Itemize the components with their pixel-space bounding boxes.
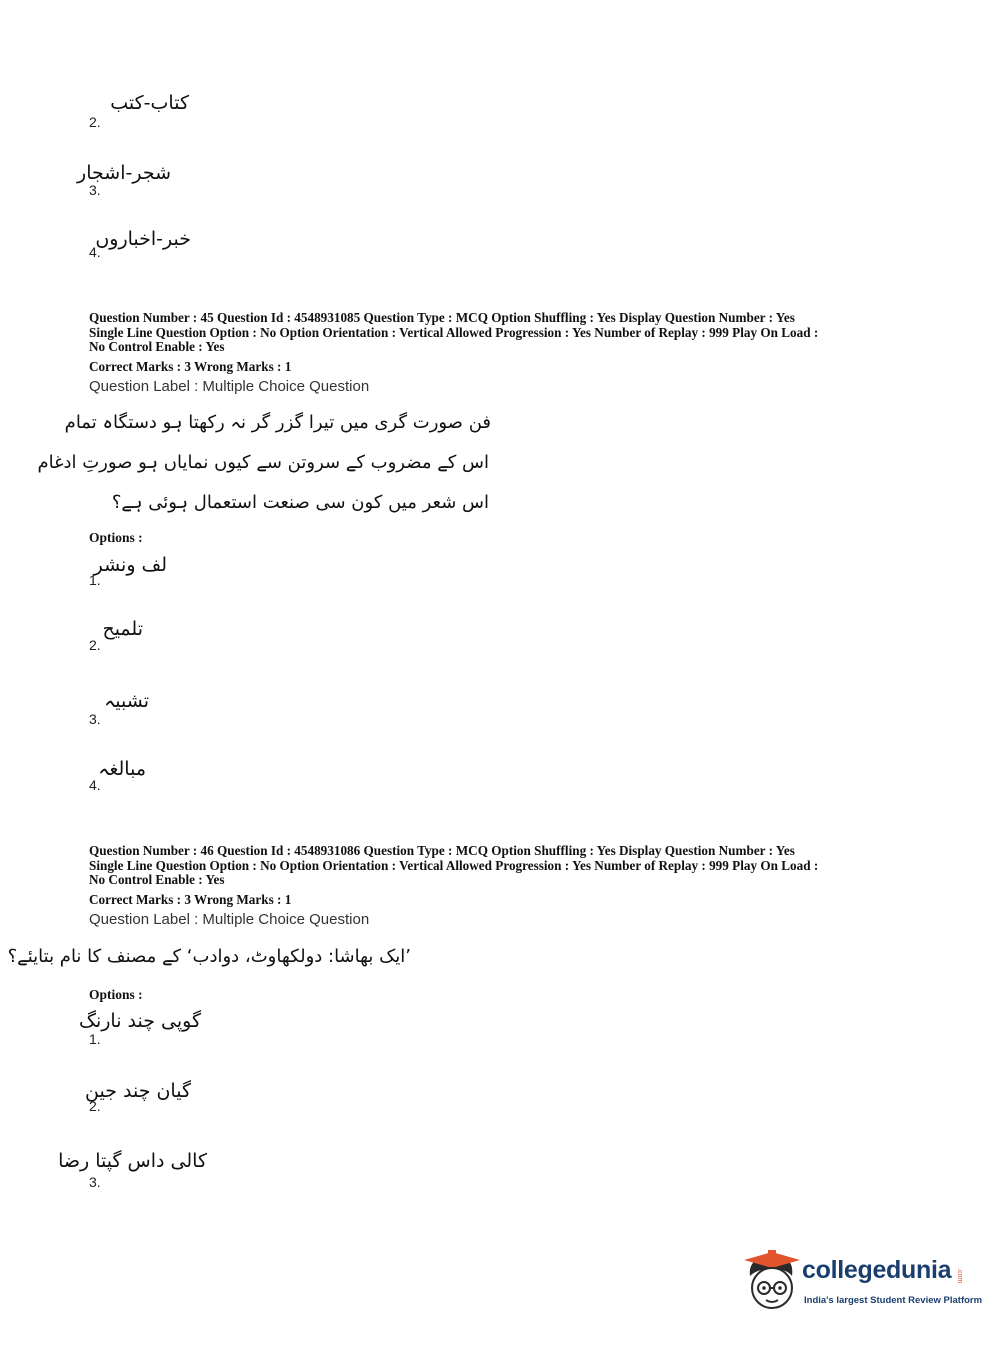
question-text-line: اس شعر میں کون سی صنعت استعمال ہوئی ہے؟: [111, 492, 489, 513]
option-number: 2.: [89, 1098, 101, 1114]
option-number: 3.: [89, 1174, 101, 1190]
meta-line: Single Line Question Option : No Option Orientation : Vertical Allowed Progression : Yes Number of Replay : 999 Play On Load :: [89, 857, 819, 873]
option-text: گوپی چند نارنگ: [78, 1010, 201, 1032]
question-meta: [89, 844, 909, 888]
option-text: گیان چند جین: [85, 1080, 191, 1102]
options-header: Options :: [89, 530, 143, 545]
option-text: کالی داس گپتا رضا: [58, 1150, 207, 1172]
option-number: 4.: [89, 777, 101, 793]
meta-line: No Control Enable : Yes: [89, 872, 225, 888]
option-text: تلمیح: [102, 618, 143, 640]
meta-line: Question Number : 46 Question Id : 4548931086 Question Type : MCQ Option Shuffling : Yes Display Question Number : Yes: [89, 843, 795, 858]
option-number: 1.: [89, 572, 101, 588]
collegedunia-logo: [742, 1250, 983, 1314]
options-header: Options :: [89, 987, 143, 1002]
question-text-line: اس کے مضروب کے سروتن سے کیوں نمایاں ہو صورتِ ادغام: [37, 452, 489, 473]
meta-line: No Control Enable : Yes: [89, 339, 225, 355]
logo-wordmark: collegedunia: [802, 1256, 952, 1284]
question-label: Question Label : Multiple Choice Question: [89, 911, 370, 928]
question-label: Question Label : Multiple Choice Question: [89, 378, 370, 395]
option-number: 4.: [89, 244, 101, 260]
question-text: ’ایک بھاشا: دولکھاوٹ، دوادب‘ کے مصنف کا نام بتایئے؟: [7, 946, 411, 967]
option-number: 3.: [89, 182, 101, 198]
option-text: خبر-اخباروں: [95, 228, 191, 250]
option-text: لف ونشر: [93, 554, 167, 576]
mascot-icon: [742, 1250, 802, 1314]
option-text: شجر-اشجار: [77, 162, 171, 184]
question-meta: [89, 311, 909, 355]
option-text: تشبیہ: [104, 690, 149, 712]
logo-com: .com: [956, 1268, 963, 1284]
option-number: 2.: [89, 114, 101, 130]
option-text: مبالغہ: [98, 758, 146, 780]
meta-line: Question Number : 45 Question Id : 4548931085 Question Type : MCQ Option Shuffling : Yes Display Question Number : Yes: [89, 310, 795, 325]
logo-tagline: India's largest Student Review Platform: [804, 1295, 983, 1306]
option-number: 3.: [89, 711, 101, 727]
marks-line: Correct Marks : 3 Wrong Marks : 1: [89, 359, 292, 374]
option-text: کتاب-کتب: [110, 92, 189, 114]
meta-line: Single Line Question Option : No Option Orientation : Vertical Allowed Progression : Yes Number of Replay : 999 Play On Load :: [89, 324, 819, 340]
marks-line: Correct Marks : 3 Wrong Marks : 1: [89, 892, 292, 907]
question-text-line: فن صورت گری میں تیرا گزر گر نہ رکھتا ہو دستگاہ تمام: [64, 412, 491, 433]
option-number: 1.: [89, 1031, 101, 1047]
option-number: 2.: [89, 637, 101, 653]
